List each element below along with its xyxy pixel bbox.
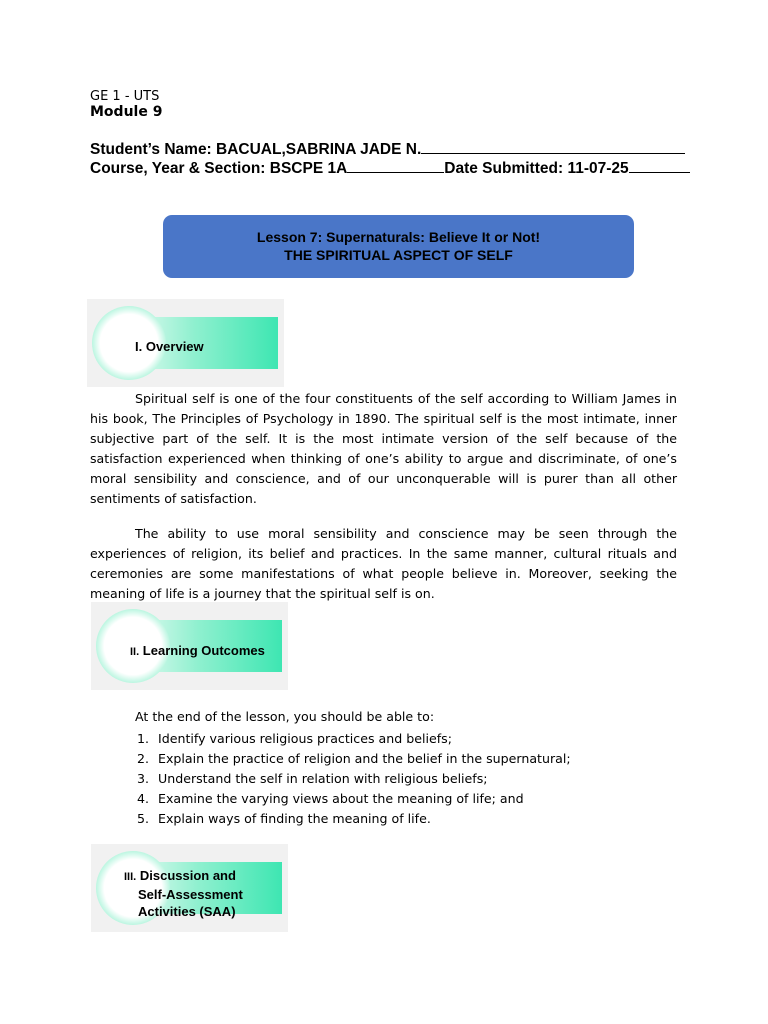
list-item: 1. Identify various religious practices and beliefs; — [137, 731, 452, 746]
list-item: 2. Explain the practice of religion and the belief in the supernatural; — [137, 751, 571, 766]
student-name-line — [90, 140, 680, 158]
section-outcomes-label — [130, 642, 265, 661]
section-number: III. — [124, 871, 137, 883]
list-item: 4. Examine the varying views about the meaning of life; and — [137, 791, 524, 806]
underline-blank — [421, 140, 685, 154]
list-item: 3. Understand the self in relation with religious beliefs; — [137, 771, 488, 786]
underline-blank — [629, 159, 690, 173]
section-number: II. — [130, 646, 140, 658]
underline-blank — [347, 159, 444, 173]
lesson-title-box — [163, 215, 634, 278]
course-section-value: BSCPE 1A — [269, 160, 348, 177]
section-discussion-label: III. Discussion and Self-Assessment Activities (SAA) — [124, 868, 243, 919]
lesson-subtitle: THE SPIRITUAL ASPECT OF SELF — [284, 247, 513, 263]
section-outcomes-badge — [91, 602, 288, 690]
course-section-label: Course, Year & Section: — [90, 160, 270, 177]
student-name-label: Student’s Name: — [90, 141, 217, 158]
outcomes-intro: At the end of the lesson, you should be able to: — [135, 709, 435, 724]
date-submitted-value: 11-07-25 — [567, 160, 629, 177]
overview-text — [90, 389, 677, 604]
section-overview-badge — [87, 299, 284, 387]
student-name-value: BACUAL,SABRINA JADE N. — [216, 141, 422, 158]
overview-paragraph-1: Spiritual self is one of the four constituents of the self according to William James in his book, The Principles of Psychology in 1890. The spiritual self is the most intimate, inner subjective part of the self. It is the most intimate version of the self because of the satisfaction experienced when thinking of one’s ability to argue and discriminate, of one’s moral sensibility and conscience, and of our unconquerable will is purer than all other sentiments of satisfaction. — [90, 391, 677, 506]
outcomes-list — [137, 729, 571, 829]
course-code: GE 1 - UTS — [90, 89, 160, 104]
date-submitted-label: Date Submitted: — [444, 160, 568, 177]
list-item: 5. Explain ways of finding the meaning of life. — [137, 811, 431, 826]
section-discussion-badge — [91, 844, 288, 932]
course-section-line — [90, 159, 680, 177]
module-title: Module 9 — [90, 104, 163, 120]
section-overview-label: I. Overview — [135, 339, 204, 354]
overview-paragraph-2: The ability to use moral sensibility and conscience may be seen through the experiences of religion, its belief and practices. In the same manner, cultural rituals and ceremonies are some manifestations of what people believe in. Moreover, seeking the meaning of life is a journey that the spiritual self is on. — [90, 526, 677, 601]
section-title: Learning Outcomes — [142, 643, 265, 658]
lesson-title: Lesson 7: Supernaturals: Believe It or Not! — [256, 229, 541, 245]
